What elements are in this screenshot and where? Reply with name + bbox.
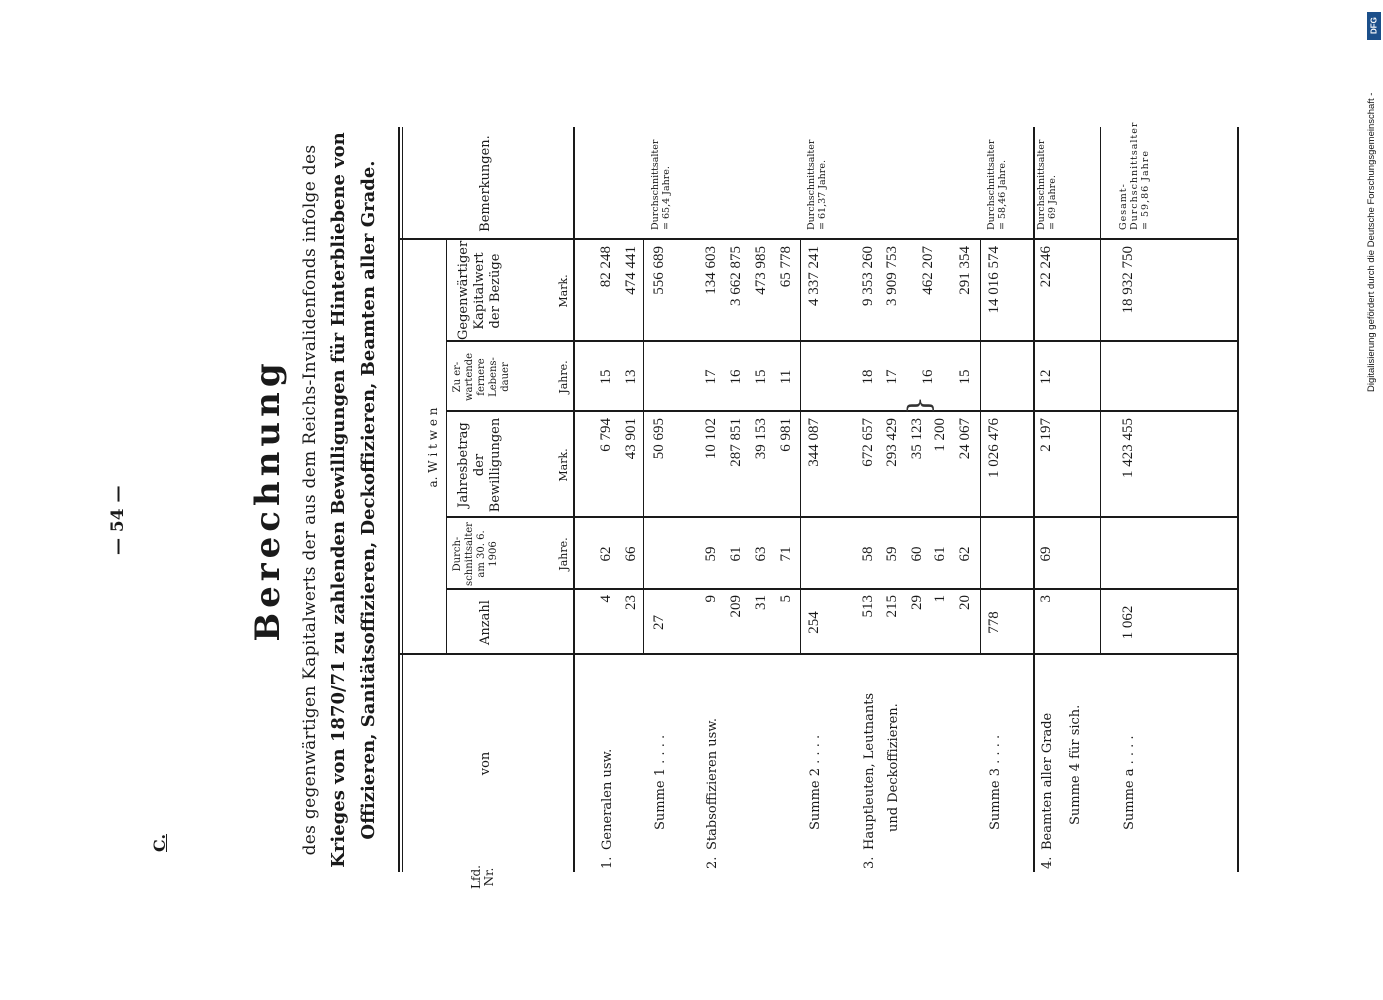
table-row-jahres: 39 153 [753, 418, 769, 460]
table-row-jahres: 1 026 476 [986, 418, 1002, 478]
table-row-anzahl: 209 [728, 595, 744, 618]
section-label: a. W i t w e n [426, 407, 440, 488]
table-row-sum-label: Summe 4 für sich. [1068, 704, 1083, 825]
table-row-alter: 62 [957, 546, 973, 562]
table-row-lebens: 17 [884, 369, 900, 385]
table-row-anzahl: 254 [806, 611, 822, 634]
table-row-jahres: 43 901 [623, 418, 639, 460]
page-title: Berechnung [248, 358, 288, 642]
header-jahres-unit: Mark. [557, 448, 570, 482]
table-row-kapital: 9 353 260 [860, 246, 876, 306]
table-row-bemerkung: Durchschnittsalter = 65,4 Jahre. [650, 139, 672, 230]
header-jahres: Jahresbetrag der Bewilligungen [456, 417, 503, 513]
table-row-nr: 2. [705, 856, 720, 869]
table-row-alter: 59 [884, 546, 900, 562]
table-row-bemerkung: Durchschnittsalter = 69 Jahre. [1036, 139, 1058, 230]
sum-rule [643, 240, 644, 655]
table-row-anzahl: 23 [623, 595, 639, 610]
table-row-jahres: 24 067 [957, 418, 973, 460]
group-rule [1033, 127, 1035, 872]
table-row-kapital: 82 248 [598, 246, 614, 288]
section-rule [446, 240, 447, 655]
sum-rule [800, 240, 801, 655]
table-row-anzahl: 4 [598, 595, 614, 603]
table-row-anzahl: 5 [778, 595, 794, 603]
table-row-lebens: 15 [598, 369, 614, 385]
table-row-jahres: 293 429 [884, 418, 900, 467]
table-row-alter: 61 [728, 546, 744, 562]
table-row-von: Hauptleuten, Leutnants [862, 692, 877, 850]
header-kapital-unit: Mark. [557, 274, 570, 308]
table-row-kapital: 3 909 753 [884, 246, 900, 306]
table-row-von: und Deckoffizieren. [886, 703, 901, 832]
page-number: — 54 — [108, 485, 128, 555]
table-row-sum-label: Summe a . . . . [1122, 735, 1137, 830]
table-row-sum-label: Summe 1 . . . . [653, 734, 668, 830]
table-row-anzahl: 513 [860, 595, 876, 618]
header-lebens-unit: Jahre. [557, 360, 570, 394]
table-row-sum-label: Summe 3 . . . . [988, 734, 1003, 830]
table-row-nr: 4. [1040, 856, 1055, 869]
table-row-anzahl: 215 [884, 595, 900, 618]
table-row-kapital: 3 662 875 [728, 246, 744, 306]
table-row-lebens: 17 [703, 369, 719, 385]
section-marker: C. [150, 833, 169, 852]
table-row-lebens: 15 [753, 369, 769, 385]
header-alter-unit: Jahre. [557, 537, 570, 571]
table-row-kapital: 4 337 241 [806, 246, 822, 306]
table-row-jahres: 35 123 [909, 418, 925, 460]
subtitle-line-1: des gegenwärtigen Kapitalwerts der aus dem Reichs-Invalidenfonds infolge des [300, 144, 320, 856]
table-row-lebens: 12 [1038, 369, 1054, 385]
table-row-anzahl: 31 [753, 595, 769, 610]
table-row-alter: 69 [1038, 546, 1054, 562]
table-row-jahres: 6 981 [778, 418, 794, 452]
table-row-jahres: 287 851 [728, 418, 744, 467]
table-row-kapital: 134 603 [703, 246, 719, 295]
table-row-nr: 3. [862, 856, 877, 869]
table-row-kapital: 291 354 [957, 246, 973, 295]
table-row-jahres: 2 197 [1038, 418, 1054, 452]
table-row-anzahl: 27 [651, 615, 667, 630]
table-row-anzahl: 29 [909, 595, 925, 610]
table-row-alter: 61 [932, 546, 948, 562]
table-row-kapital: 14 016 574 [986, 246, 1002, 314]
table-row-bemerkung: Durchschnittsalter = 61,37 Jahre. [806, 139, 828, 230]
table-row-jahres: 672 657 [860, 418, 876, 467]
table-row-alter: 62 [598, 546, 614, 562]
header-anzahl: Anzahl [478, 600, 493, 645]
table-bottom-rule [1237, 127, 1239, 872]
table-row-von: Generalen usw. [600, 748, 615, 850]
dfg-logo: DFG [1367, 12, 1381, 40]
table-row-alter: 59 [703, 546, 719, 562]
table-row-kapital: 474 441 [623, 246, 639, 295]
table-row-lebens: 16 [920, 369, 936, 385]
table-row-jahres: 1 423 455 [1120, 418, 1136, 478]
header-von: von [478, 751, 493, 776]
table-row-alter: 66 [623, 546, 639, 562]
table-row-anzahl: 3 [1038, 595, 1054, 603]
table-row-kapital: 462 207 [920, 246, 936, 295]
table-row-lebens: 13 [623, 369, 639, 385]
table-row-kapital: 65 778 [778, 246, 794, 288]
table-row-von: Stabsoffizieren usw. [705, 718, 720, 850]
sum-rule [1100, 127, 1101, 655]
sum-rule [980, 240, 981, 655]
table-row-lebens: 18 [860, 369, 876, 385]
table-row-bemerkung: Durchschnittsalter = 58,46 Jahre. [986, 139, 1008, 230]
table-row-von: Beamten aller Grade [1040, 712, 1055, 850]
table-row-lebens: 15 [957, 369, 973, 385]
table-row-kapital: 18 932 750 [1120, 246, 1136, 314]
table-row-jahres: 50 695 [651, 418, 667, 460]
subtitle-line-2: Krieges von 1870/71 zu zahlenden Bewilligungen für Hinterbliebene von [328, 132, 349, 868]
table-row-alter: 58 [860, 546, 876, 562]
dfg-banner-text: Digitalisierung gefördert durch die Deutsche Forschungsgemeinschaft - [1366, 92, 1377, 392]
table-row-sum-label: Summe 2 . . . . [808, 734, 823, 830]
table-row-jahres: 6 794 [598, 418, 614, 452]
table-row-alter: 71 [778, 546, 794, 562]
table-row-anzahl: 1 [932, 595, 948, 603]
table-row-alter: 60 [909, 546, 925, 562]
table-row-nr: 1. [600, 856, 615, 869]
header-alter: Durch-schnittsalter am 30. 6. 1906 [452, 522, 499, 586]
table-row-anzahl: 20 [957, 595, 973, 610]
table-row-lebens: 11 [778, 369, 794, 385]
header-bemerkungen: Bemerkungen. [478, 135, 493, 232]
table-row-anzahl: 778 [986, 611, 1002, 634]
table-row-kapital: 556 689 [651, 246, 667, 295]
header-lfd-nr: Lfd. Nr. [469, 865, 496, 889]
table-row-kapital: 22 246 [1038, 246, 1054, 288]
header-kapital: Gegenwärtiger Kapitalwert der Bezüge [456, 240, 503, 340]
table-row-anzahl: 1 062 [1120, 605, 1136, 640]
col-sep-6 [400, 239, 1237, 241]
header-lebens: Zu er-wartende fernere Lebens-dauer [452, 353, 511, 401]
table-row-jahres: 344 087 [806, 418, 822, 467]
table-row-jahres: 10 102 [703, 418, 719, 460]
dfg-banner [1366, 8, 1382, 392]
table-row-bemerkung: Gesamt-Durchschnittsalter = 59,86 Jahre [1118, 121, 1151, 230]
table-row-jahres: 1 200 [932, 418, 948, 452]
subtitle-line-3: Offizieren, Sanitätsoffizieren, Deckoffizieren, Beamten aller Grade. [358, 160, 379, 840]
table-row-kapital: 473 985 [753, 246, 769, 295]
table-row-anzahl: 9 [703, 595, 719, 603]
table-row-alter: 63 [753, 546, 769, 562]
brace-mark: } [902, 395, 937, 415]
table-row-lebens: 16 [728, 369, 744, 385]
